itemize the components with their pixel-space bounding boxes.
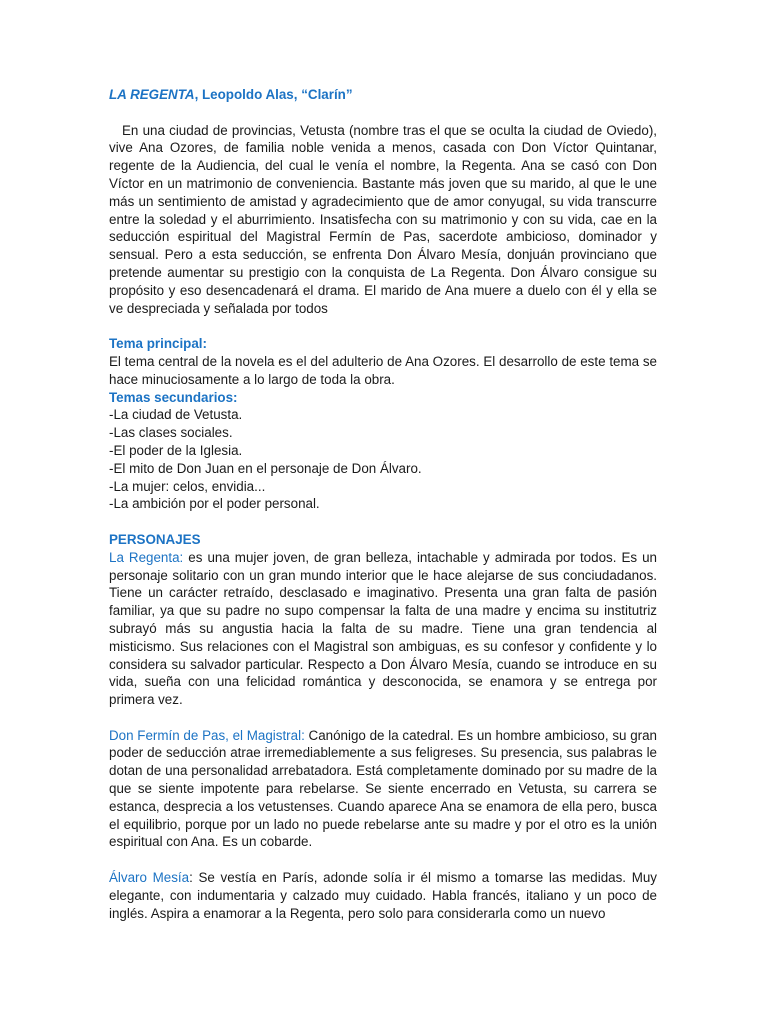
list-item: -El mito de Don Juan en el personaje de Don Álvaro.	[109, 460, 422, 476]
fermin-paragraph	[109, 727, 657, 852]
tema-principal-text: El tema central de la novela es el del adulterio de Ana Ozores. El desarrollo de este tema se hace minuciosamente a lo largo de toda la obra.	[109, 353, 657, 387]
title-author: , Leopoldo Alas, “Clarín”	[194, 87, 353, 102]
list-item: -La ambición por el poder personal.	[109, 496, 320, 512]
alvaro-paragraph	[109, 869, 657, 922]
fermin-text: Canónigo de la catedral. Es un hombre ambicioso, su gran poder de seducción atrae irremediablemente a sus feligreses. Su presencia, sus palabras le dotan de una personalidad arrebatadora. Está completamente dominado por su madre de la que se siente impotente para rebelarse. Se siente encerrado en Vetusta, su carrera se estanca, desprecia a los vetustenses. Cuando aparece Ana se enamora de ella pero, busca el equilibrio, porque por un lado no puede rebelarse ante su madre y por el otro es la unión espiritual con Ana. Es un cobarde.	[109, 727, 657, 850]
fermin-label: Don Fermín de Pas, el Magistral:	[109, 727, 305, 743]
document-body	[109, 86, 657, 922]
list-item: -La ciudad de Vetusta.	[109, 407, 243, 423]
temas-secundarios-heading: Temas secundarios:	[109, 389, 238, 405]
personajes-heading: PERSONAJES	[109, 531, 201, 547]
tema-principal-heading: Tema principal:	[109, 336, 207, 352]
regenta-paragraph	[109, 549, 657, 709]
alvaro-text: : Se vestía en París, adonde solía ir él mismo a tomarse las medidas. Muy elegante, con indumentaria y calzado muy cuidado. Habla francés, italiano y un poco de inglés. Aspira a enamorar a la Regenta, pero solo para considerarla como un nuevo	[109, 870, 657, 921]
list-item: -El poder de la Iglesia.	[109, 442, 243, 458]
document-title	[109, 86, 657, 104]
regenta-text: es una mujer joven, de gran belleza, intachable y admirada por todos. Es un personaje solitario con un gran mundo interior que le hace alejarse de sus conciudadanos. Tiene un carácter retraído, desclasado e imaginativo. Presenta una gran falta de pasión familiar, ya que su padre no supo compensar la falta de una madre y encima su institutriz subrayó más su angustia hacia la falta de su madre. Tiene una gran tendencia al misticismo. Sus relaciones con el Magistral son ambiguas, es su confesor y confidente y lo considera su salvador particular. Respecto a Don Álvaro Mesía, cuando se introduce en su vida, sueña con una felicidad romántica y desconocida, se enamora y se entrega por primera vez.	[109, 549, 657, 708]
alvaro-label: Álvaro Mesía	[109, 870, 190, 886]
list-item: -Las clases sociales.	[109, 425, 233, 441]
regenta-label: La Regenta:	[109, 549, 184, 565]
title-work: LA REGENTA	[109, 87, 195, 102]
list-item: -La mujer: celos, envidia...	[109, 478, 266, 494]
intro-paragraph: En una ciudad de provincias, Vetusta (nombre tras el que se oculta la ciudad de Oviedo), vive Ana Ozores, de familia noble venida a menos, casada con Don Víctor Quintanar, regente de la Audiencia, del cual le venía el nombre, la Regenta. Ana se casó con Don Víctor en un matrimonio de conveniencia. Bastante más joven que su marido, al que le une más un sentimiento de amistad y agradecimiento que de amor conyugal, su vida transcurre entre la soledad y el aburrimiento. Insatisfecha con su matrimonio y con su vida, cae en la seducción espiritual del Magistral Fermín de Pas, sacerdote ambicioso, dominador y sensual. Pero a esta seducción, se enfrenta Don Álvaro Mesía, donjuán provinciano que pretende aumentar su prestigio con la conquista de La Regenta. Don Álvaro consigue su propósito y eso desencadenará el drama. El marido de Ana muere a duelo con él y ella se ve despreciada y señalada por todos	[109, 122, 657, 316]
